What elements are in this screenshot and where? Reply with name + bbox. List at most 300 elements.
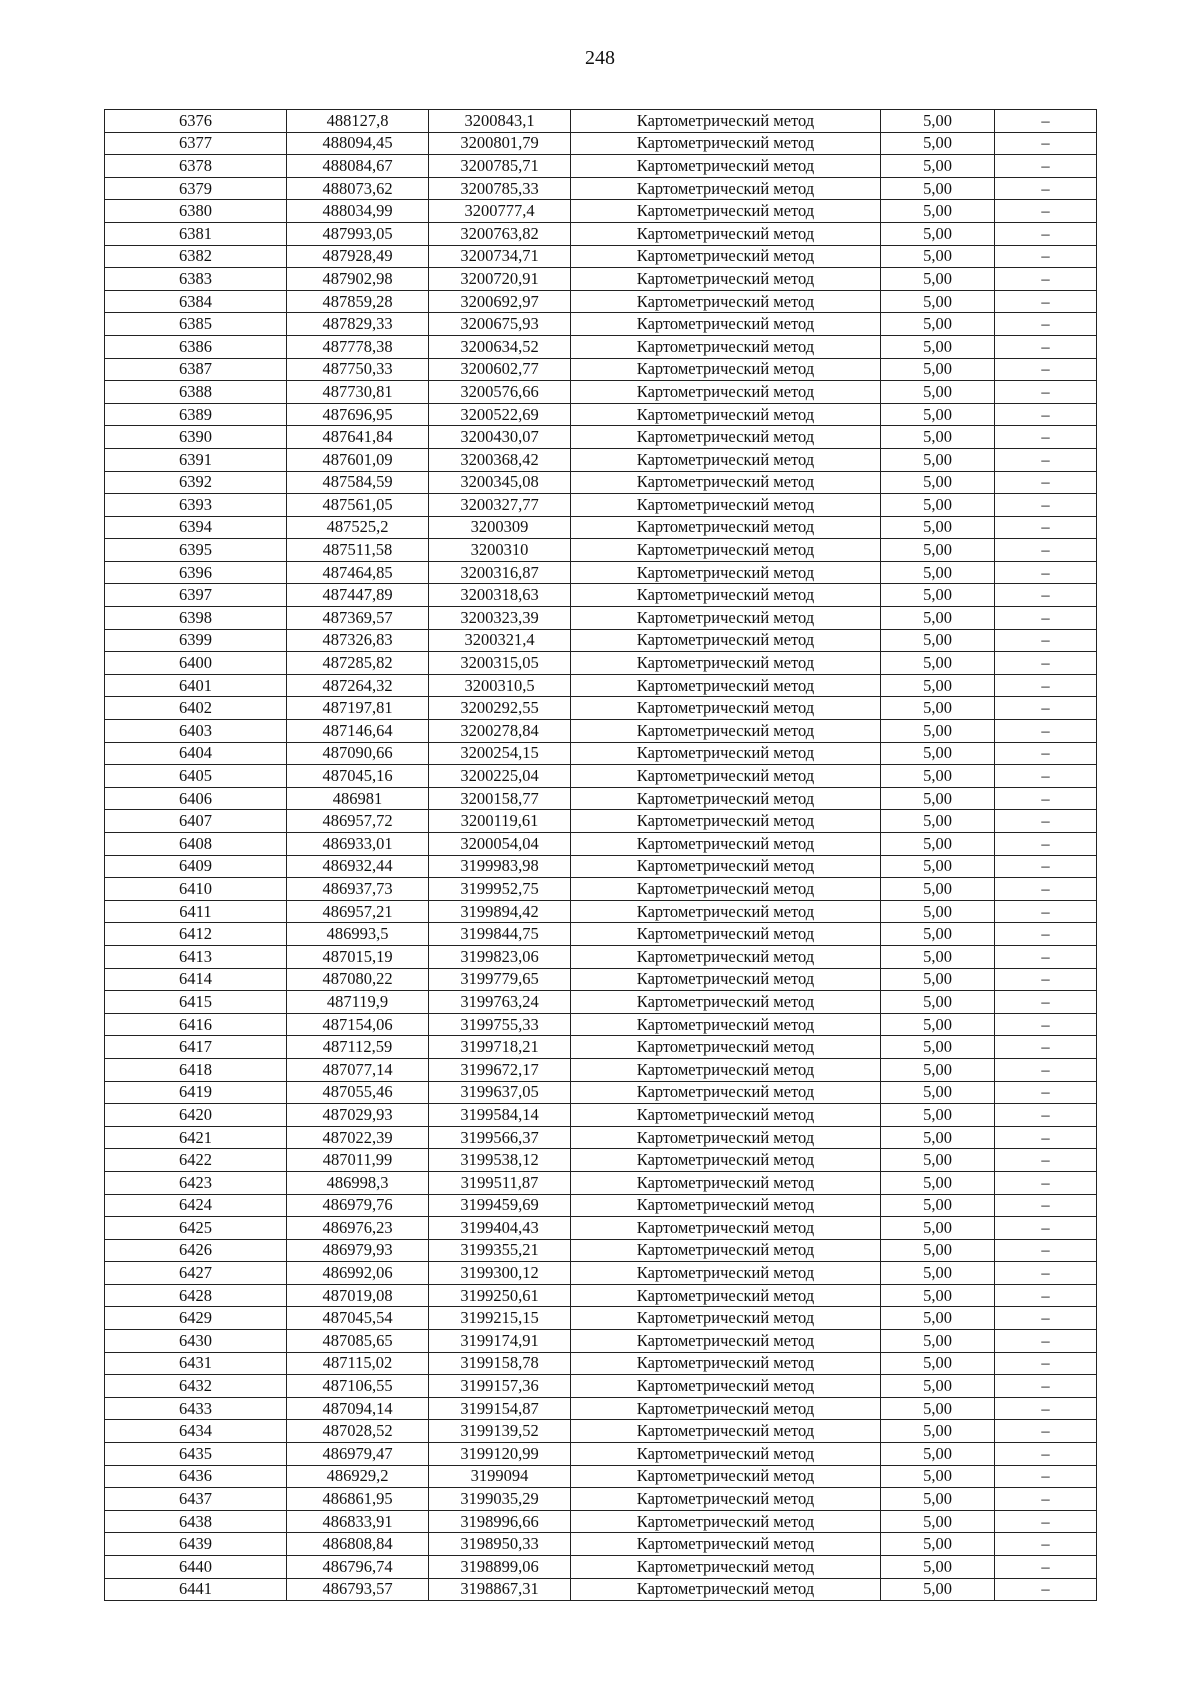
method-cell: Картометрический метод xyxy=(571,313,881,336)
y-coordinate-cell: 3200309 xyxy=(429,516,571,539)
table-row xyxy=(105,335,1097,358)
table-row xyxy=(105,268,1097,291)
point-number-cell: 6411 xyxy=(105,900,287,923)
point-number-cell: 6421 xyxy=(105,1126,287,1149)
note-cell: – xyxy=(995,222,1097,245)
accuracy-cell: 5,00 xyxy=(881,1556,995,1579)
y-coordinate-cell: 3200763,82 xyxy=(429,222,571,245)
point-number-cell: 6412 xyxy=(105,923,287,946)
note-cell: – xyxy=(995,426,1097,449)
y-coordinate-cell: 3199779,65 xyxy=(429,968,571,991)
point-number-cell: 6405 xyxy=(105,765,287,788)
point-number-cell: 6413 xyxy=(105,945,287,968)
accuracy-cell: 5,00 xyxy=(881,358,995,381)
table-row xyxy=(105,1330,1097,1353)
note-cell: – xyxy=(995,1375,1097,1398)
accuracy-cell: 5,00 xyxy=(881,516,995,539)
x-coordinate-cell: 487859,28 xyxy=(287,290,429,313)
method-cell: Картометрический метод xyxy=(571,132,881,155)
x-coordinate-cell: 486861,95 xyxy=(287,1488,429,1511)
method-cell: Картометрический метод xyxy=(571,1510,881,1533)
note-cell: – xyxy=(995,313,1097,336)
accuracy-cell: 5,00 xyxy=(881,381,995,404)
method-cell: Картометрический метод xyxy=(571,1488,881,1511)
point-number-cell: 6383 xyxy=(105,268,287,291)
accuracy-cell: 5,00 xyxy=(881,1307,995,1330)
x-coordinate-cell: 486932,44 xyxy=(287,855,429,878)
accuracy-cell: 5,00 xyxy=(881,471,995,494)
method-cell: Картометрический метод xyxy=(571,1171,881,1194)
table-row xyxy=(105,674,1097,697)
method-cell: Картометрический метод xyxy=(571,177,881,200)
accuracy-cell: 5,00 xyxy=(881,426,995,449)
accuracy-cell: 5,00 xyxy=(881,1126,995,1149)
note-cell: – xyxy=(995,991,1097,1014)
accuracy-cell: 5,00 xyxy=(881,584,995,607)
point-number-cell: 6384 xyxy=(105,290,287,313)
y-coordinate-cell: 3200368,42 xyxy=(429,448,571,471)
note-cell: – xyxy=(995,245,1097,268)
x-coordinate-cell: 487115,02 xyxy=(287,1352,429,1375)
point-number-cell: 6417 xyxy=(105,1036,287,1059)
y-coordinate-cell: 3199250,61 xyxy=(429,1284,571,1307)
method-cell: Картометрический метод xyxy=(571,900,881,923)
method-cell: Картометрический метод xyxy=(571,765,881,788)
point-number-cell: 6381 xyxy=(105,222,287,245)
accuracy-cell: 5,00 xyxy=(881,674,995,697)
note-cell: – xyxy=(995,155,1097,178)
note-cell: – xyxy=(995,1307,1097,1330)
y-coordinate-cell: 3200675,93 xyxy=(429,313,571,336)
note-cell: – xyxy=(995,1397,1097,1420)
table-row xyxy=(105,1239,1097,1262)
accuracy-cell: 5,00 xyxy=(881,268,995,291)
table-row xyxy=(105,1171,1097,1194)
method-cell: Картометрический метод xyxy=(571,1443,881,1466)
point-number-cell: 6378 xyxy=(105,155,287,178)
method-cell: Картометрический метод xyxy=(571,358,881,381)
y-coordinate-cell: 3200323,39 xyxy=(429,607,571,630)
table-row xyxy=(105,494,1097,517)
x-coordinate-cell: 486957,72 xyxy=(287,810,429,833)
point-number-cell: 6402 xyxy=(105,697,287,720)
accuracy-cell: 5,00 xyxy=(881,1330,995,1353)
accuracy-cell: 5,00 xyxy=(881,652,995,675)
accuracy-cell: 5,00 xyxy=(881,1239,995,1262)
table-row xyxy=(105,1307,1097,1330)
y-coordinate-cell: 3200327,77 xyxy=(429,494,571,517)
note-cell: – xyxy=(995,1420,1097,1443)
x-coordinate-cell: 487750,33 xyxy=(287,358,429,381)
point-number-cell: 6414 xyxy=(105,968,287,991)
note-cell: – xyxy=(995,674,1097,697)
y-coordinate-cell: 3198899,06 xyxy=(429,1556,571,1579)
y-coordinate-cell: 3199459,69 xyxy=(429,1194,571,1217)
point-number-cell: 6436 xyxy=(105,1465,287,1488)
y-coordinate-cell: 3200576,66 xyxy=(429,381,571,404)
y-coordinate-cell: 3199355,21 xyxy=(429,1239,571,1262)
point-number-cell: 6397 xyxy=(105,584,287,607)
table-row xyxy=(105,991,1097,1014)
x-coordinate-cell: 487641,84 xyxy=(287,426,429,449)
x-coordinate-cell: 488034,99 xyxy=(287,200,429,223)
x-coordinate-cell: 487028,52 xyxy=(287,1420,429,1443)
table-row xyxy=(105,426,1097,449)
note-cell: – xyxy=(995,516,1097,539)
method-cell: Картометрический метод xyxy=(571,991,881,1014)
point-number-cell: 6403 xyxy=(105,720,287,743)
point-number-cell: 6406 xyxy=(105,787,287,810)
accuracy-cell: 5,00 xyxy=(881,1533,995,1556)
method-cell: Картометрический метод xyxy=(571,1081,881,1104)
table-row xyxy=(105,313,1097,336)
note-cell: – xyxy=(995,697,1097,720)
coordinates-table xyxy=(104,109,1097,1601)
y-coordinate-cell: 3200602,77 xyxy=(429,358,571,381)
accuracy-cell: 5,00 xyxy=(881,1488,995,1511)
note-cell: – xyxy=(995,1081,1097,1104)
note-cell: – xyxy=(995,177,1097,200)
y-coordinate-cell: 3200315,05 xyxy=(429,652,571,675)
table-row xyxy=(105,1284,1097,1307)
method-cell: Картометрический метод xyxy=(571,1217,881,1240)
table-row xyxy=(105,471,1097,494)
table-row xyxy=(105,110,1097,133)
y-coordinate-cell: 3199844,75 xyxy=(429,923,571,946)
method-cell: Картометрический метод xyxy=(571,1239,881,1262)
point-number-cell: 6400 xyxy=(105,652,287,675)
x-coordinate-cell: 487094,14 xyxy=(287,1397,429,1420)
y-coordinate-cell: 3199538,12 xyxy=(429,1149,571,1172)
note-cell: – xyxy=(995,833,1097,856)
method-cell: Картометрический метод xyxy=(571,1262,881,1285)
x-coordinate-cell: 486929,2 xyxy=(287,1465,429,1488)
point-number-cell: 6419 xyxy=(105,1081,287,1104)
accuracy-cell: 5,00 xyxy=(881,1578,995,1601)
point-number-cell: 6422 xyxy=(105,1149,287,1172)
y-coordinate-cell: 3200692,97 xyxy=(429,290,571,313)
x-coordinate-cell: 487015,19 xyxy=(287,945,429,968)
table-row xyxy=(105,629,1097,652)
table-row xyxy=(105,742,1097,765)
method-cell: Картометрический метод xyxy=(571,1352,881,1375)
method-cell: Картометрический метод xyxy=(571,629,881,652)
note-cell: – xyxy=(995,335,1097,358)
x-coordinate-cell: 486979,76 xyxy=(287,1194,429,1217)
method-cell: Картометрический метод xyxy=(571,1578,881,1601)
accuracy-cell: 5,00 xyxy=(881,991,995,1014)
point-number-cell: 6407 xyxy=(105,810,287,833)
y-coordinate-cell: 3199404,43 xyxy=(429,1217,571,1240)
y-coordinate-cell: 3199763,24 xyxy=(429,991,571,1014)
x-coordinate-cell: 486979,47 xyxy=(287,1443,429,1466)
method-cell: Картометрический метод xyxy=(571,561,881,584)
x-coordinate-cell: 486793,57 xyxy=(287,1578,429,1601)
y-coordinate-cell: 3200634,52 xyxy=(429,335,571,358)
accuracy-cell: 5,00 xyxy=(881,945,995,968)
accuracy-cell: 5,00 xyxy=(881,110,995,133)
note-cell: – xyxy=(995,561,1097,584)
accuracy-cell: 5,00 xyxy=(881,1443,995,1466)
accuracy-cell: 5,00 xyxy=(881,1397,995,1420)
table-row xyxy=(105,1352,1097,1375)
accuracy-cell: 5,00 xyxy=(881,1375,995,1398)
point-number-cell: 6430 xyxy=(105,1330,287,1353)
point-number-cell: 6382 xyxy=(105,245,287,268)
y-coordinate-cell: 3199584,14 xyxy=(429,1104,571,1127)
accuracy-cell: 5,00 xyxy=(881,1284,995,1307)
note-cell: – xyxy=(995,900,1097,923)
table-row xyxy=(105,1510,1097,1533)
note-cell: – xyxy=(995,1330,1097,1353)
point-number-cell: 6432 xyxy=(105,1375,287,1398)
table-row xyxy=(105,1556,1097,1579)
point-number-cell: 6398 xyxy=(105,607,287,630)
note-cell: – xyxy=(995,1239,1097,1262)
table-row xyxy=(105,900,1097,923)
page-number: 248 xyxy=(585,47,615,69)
method-cell: Картометрический метод xyxy=(571,1194,881,1217)
y-coordinate-cell: 3199120,99 xyxy=(429,1443,571,1466)
method-cell: Картометрический метод xyxy=(571,1465,881,1488)
table-row xyxy=(105,1149,1097,1172)
method-cell: Картометрический метод xyxy=(571,1397,881,1420)
note-cell: – xyxy=(995,810,1097,833)
accuracy-cell: 5,00 xyxy=(881,1149,995,1172)
y-coordinate-cell: 3199139,52 xyxy=(429,1420,571,1443)
x-coordinate-cell: 486808,84 xyxy=(287,1533,429,1556)
method-cell: Картометрический метод xyxy=(571,381,881,404)
point-number-cell: 6441 xyxy=(105,1578,287,1601)
y-coordinate-cell: 3200292,55 xyxy=(429,697,571,720)
x-coordinate-cell: 487902,98 xyxy=(287,268,429,291)
table-row xyxy=(105,652,1097,675)
table-row xyxy=(105,1081,1097,1104)
accuracy-cell: 5,00 xyxy=(881,1194,995,1217)
method-cell: Картометрический метод xyxy=(571,697,881,720)
method-cell: Картометрический метод xyxy=(571,516,881,539)
note-cell: – xyxy=(995,923,1097,946)
accuracy-cell: 5,00 xyxy=(881,132,995,155)
point-number-cell: 6394 xyxy=(105,516,287,539)
note-cell: – xyxy=(995,1284,1097,1307)
point-number-cell: 6392 xyxy=(105,471,287,494)
note-cell: – xyxy=(995,765,1097,788)
x-coordinate-cell: 486933,01 xyxy=(287,833,429,856)
y-coordinate-cell: 3200785,71 xyxy=(429,155,571,178)
table-row xyxy=(105,1488,1097,1511)
x-coordinate-cell: 488084,67 xyxy=(287,155,429,178)
x-coordinate-cell: 487369,57 xyxy=(287,607,429,630)
note-cell: – xyxy=(995,200,1097,223)
table-row xyxy=(105,584,1097,607)
note-cell: – xyxy=(995,1262,1097,1285)
method-cell: Картометрический метод xyxy=(571,1104,881,1127)
accuracy-cell: 5,00 xyxy=(881,833,995,856)
accuracy-cell: 5,00 xyxy=(881,1104,995,1127)
note-cell: – xyxy=(995,629,1097,652)
accuracy-cell: 5,00 xyxy=(881,1171,995,1194)
method-cell: Картометрический метод xyxy=(571,448,881,471)
method-cell: Картометрический метод xyxy=(571,1126,881,1149)
accuracy-cell: 5,00 xyxy=(881,1420,995,1443)
accuracy-cell: 5,00 xyxy=(881,855,995,878)
point-number-cell: 6386 xyxy=(105,335,287,358)
table-row xyxy=(105,607,1097,630)
table-row xyxy=(105,1013,1097,1036)
note-cell: – xyxy=(995,945,1097,968)
method-cell: Картометрический метод xyxy=(571,268,881,291)
y-coordinate-cell: 3199823,06 xyxy=(429,945,571,968)
x-coordinate-cell: 487045,54 xyxy=(287,1307,429,1330)
note-cell: – xyxy=(995,1578,1097,1601)
method-cell: Картометрический метод xyxy=(571,1284,881,1307)
accuracy-cell: 5,00 xyxy=(881,742,995,765)
accuracy-cell: 5,00 xyxy=(881,923,995,946)
note-cell: – xyxy=(995,358,1097,381)
y-coordinate-cell: 3199637,05 xyxy=(429,1081,571,1104)
point-number-cell: 6429 xyxy=(105,1307,287,1330)
note-cell: – xyxy=(995,132,1097,155)
note-cell: – xyxy=(995,471,1097,494)
point-number-cell: 6408 xyxy=(105,833,287,856)
point-number-cell: 6393 xyxy=(105,494,287,517)
method-cell: Картометрический метод xyxy=(571,810,881,833)
x-coordinate-cell: 487106,55 xyxy=(287,1375,429,1398)
method-cell: Картометрический метод xyxy=(571,539,881,562)
method-cell: Картометрический метод xyxy=(571,1330,881,1353)
table-row xyxy=(105,132,1097,155)
table-row xyxy=(105,1420,1097,1443)
method-cell: Картометрический метод xyxy=(571,245,881,268)
point-number-cell: 6420 xyxy=(105,1104,287,1127)
x-coordinate-cell: 488127,8 xyxy=(287,110,429,133)
note-cell: – xyxy=(995,607,1097,630)
accuracy-cell: 5,00 xyxy=(881,1262,995,1285)
note-cell: – xyxy=(995,1556,1097,1579)
point-number-cell: 6409 xyxy=(105,855,287,878)
method-cell: Картометрический метод xyxy=(571,222,881,245)
note-cell: – xyxy=(995,1533,1097,1556)
y-coordinate-cell: 3200785,33 xyxy=(429,177,571,200)
x-coordinate-cell: 487525,2 xyxy=(287,516,429,539)
table-row xyxy=(105,200,1097,223)
x-coordinate-cell: 487829,33 xyxy=(287,313,429,336)
note-cell: – xyxy=(995,742,1097,765)
x-coordinate-cell: 487993,05 xyxy=(287,222,429,245)
note-cell: – xyxy=(995,1194,1097,1217)
note-cell: – xyxy=(995,1488,1097,1511)
note-cell: – xyxy=(995,1104,1097,1127)
accuracy-cell: 5,00 xyxy=(881,155,995,178)
accuracy-cell: 5,00 xyxy=(881,335,995,358)
x-coordinate-cell: 486833,91 xyxy=(287,1510,429,1533)
accuracy-cell: 5,00 xyxy=(881,968,995,991)
x-coordinate-cell: 487080,22 xyxy=(287,968,429,991)
method-cell: Картометрический метод xyxy=(571,335,881,358)
note-cell: – xyxy=(995,448,1097,471)
x-coordinate-cell: 486957,21 xyxy=(287,900,429,923)
method-cell: Картометрический метод xyxy=(571,923,881,946)
y-coordinate-cell: 3200278,84 xyxy=(429,720,571,743)
table-row xyxy=(105,1104,1097,1127)
point-number-cell: 6376 xyxy=(105,110,287,133)
accuracy-cell: 5,00 xyxy=(881,607,995,630)
table-row xyxy=(105,833,1097,856)
y-coordinate-cell: 3199094 xyxy=(429,1465,571,1488)
accuracy-cell: 5,00 xyxy=(881,290,995,313)
y-coordinate-cell: 3199511,87 xyxy=(429,1171,571,1194)
point-number-cell: 6437 xyxy=(105,1488,287,1511)
point-number-cell: 6379 xyxy=(105,177,287,200)
y-coordinate-cell: 3200225,04 xyxy=(429,765,571,788)
x-coordinate-cell: 487146,64 xyxy=(287,720,429,743)
point-number-cell: 6428 xyxy=(105,1284,287,1307)
accuracy-cell: 5,00 xyxy=(881,313,995,336)
method-cell: Картометрический метод xyxy=(571,471,881,494)
method-cell: Картометрический метод xyxy=(571,607,881,630)
point-number-cell: 6423 xyxy=(105,1171,287,1194)
x-coordinate-cell: 486979,93 xyxy=(287,1239,429,1262)
y-coordinate-cell: 3200777,4 xyxy=(429,200,571,223)
method-cell: Картометрический метод xyxy=(571,787,881,810)
point-number-cell: 6395 xyxy=(105,539,287,562)
table-row xyxy=(105,561,1097,584)
x-coordinate-cell: 487197,81 xyxy=(287,697,429,720)
table-row xyxy=(105,765,1097,788)
accuracy-cell: 5,00 xyxy=(881,765,995,788)
x-coordinate-cell: 487055,46 xyxy=(287,1081,429,1104)
x-coordinate-cell: 487561,05 xyxy=(287,494,429,517)
note-cell: – xyxy=(995,1149,1097,1172)
y-coordinate-cell: 3200310 xyxy=(429,539,571,562)
note-cell: – xyxy=(995,1126,1097,1149)
table-row xyxy=(105,290,1097,313)
accuracy-cell: 5,00 xyxy=(881,900,995,923)
table-row xyxy=(105,1058,1097,1081)
note-cell: – xyxy=(995,1036,1097,1059)
accuracy-cell: 5,00 xyxy=(881,200,995,223)
table-row xyxy=(105,1443,1097,1466)
accuracy-cell: 5,00 xyxy=(881,177,995,200)
x-coordinate-cell: 487778,38 xyxy=(287,335,429,358)
point-number-cell: 6426 xyxy=(105,1239,287,1262)
point-number-cell: 6431 xyxy=(105,1352,287,1375)
method-cell: Картометрический метод xyxy=(571,1013,881,1036)
accuracy-cell: 5,00 xyxy=(881,787,995,810)
method-cell: Картометрический метод xyxy=(571,1058,881,1081)
table-row xyxy=(105,448,1097,471)
x-coordinate-cell: 488073,62 xyxy=(287,177,429,200)
point-number-cell: 6385 xyxy=(105,313,287,336)
x-coordinate-cell: 487085,65 xyxy=(287,1330,429,1353)
y-coordinate-cell: 3199158,78 xyxy=(429,1352,571,1375)
x-coordinate-cell: 487601,09 xyxy=(287,448,429,471)
accuracy-cell: 5,00 xyxy=(881,1217,995,1240)
accuracy-cell: 5,00 xyxy=(881,494,995,517)
note-cell: – xyxy=(995,1352,1097,1375)
note-cell: – xyxy=(995,1171,1097,1194)
table-row xyxy=(105,222,1097,245)
y-coordinate-cell: 3200054,04 xyxy=(429,833,571,856)
method-cell: Картометрический метод xyxy=(571,742,881,765)
table-row xyxy=(105,1397,1097,1420)
point-number-cell: 6387 xyxy=(105,358,287,381)
y-coordinate-cell: 3199983,98 xyxy=(429,855,571,878)
method-cell: Картометрический метод xyxy=(571,426,881,449)
x-coordinate-cell: 487154,06 xyxy=(287,1013,429,1036)
accuracy-cell: 5,00 xyxy=(881,448,995,471)
